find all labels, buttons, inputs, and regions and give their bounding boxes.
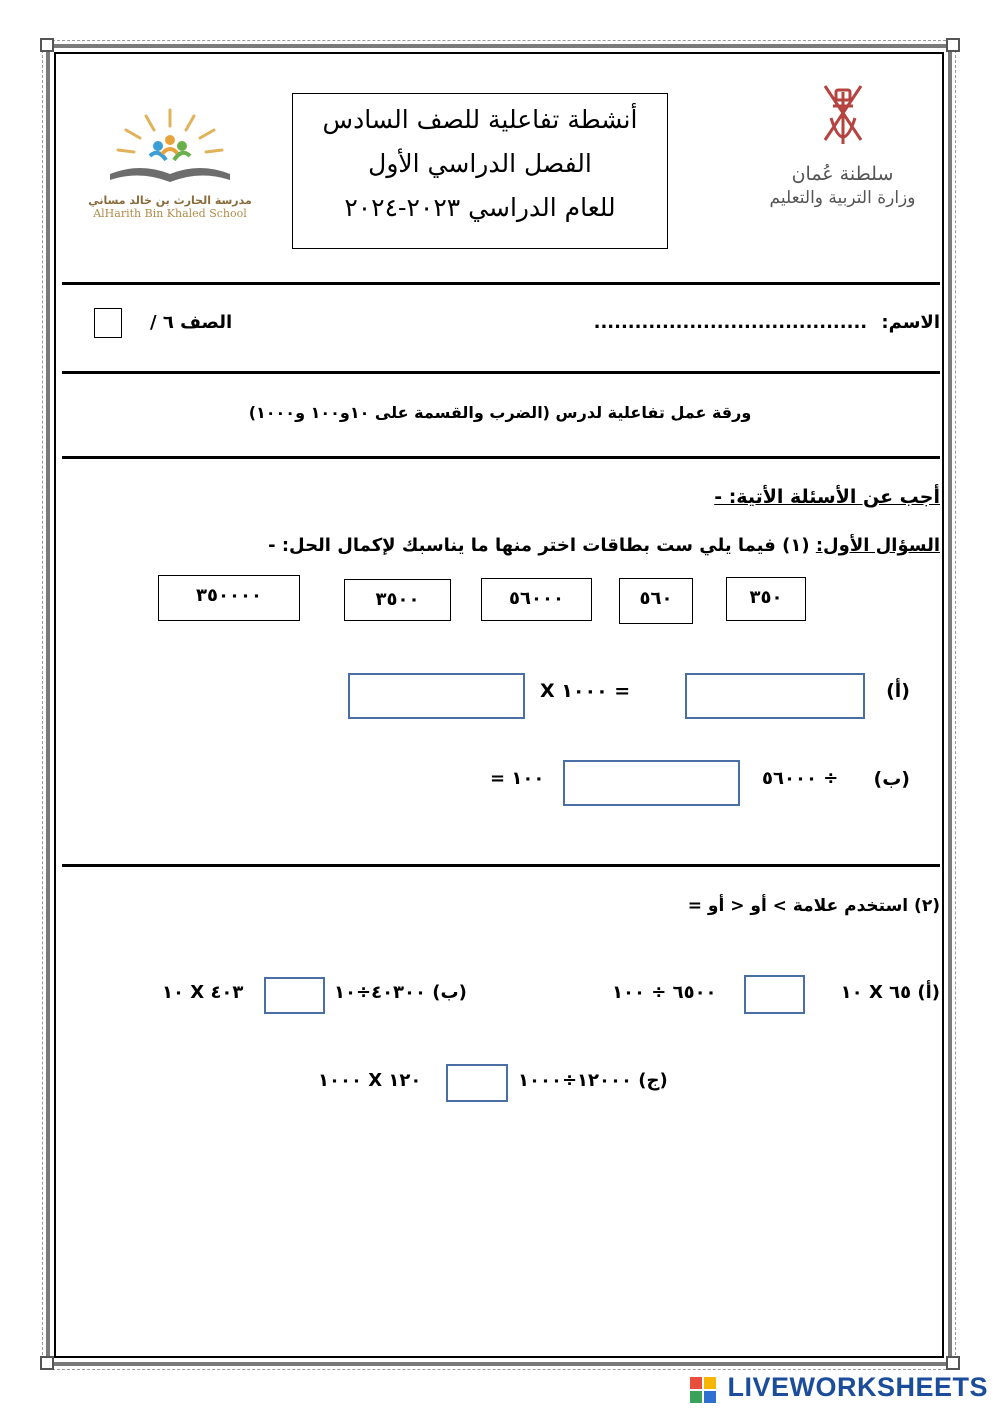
answer-card[interactable]: ٣٥٠٠٠٠ xyxy=(158,575,300,621)
worksheet-title: ورقة عمل تفاعلية لدرس (الضرب والقسمة على ١٠و١٠٠ و١٠٠٠) xyxy=(248,403,752,422)
q1-heading xyxy=(268,535,940,556)
liveworksheets-brand: LIVEWORKSHEETS xyxy=(727,1372,988,1402)
oman-emblem-icon xyxy=(803,78,883,158)
answer-card[interactable]: ٥٦٠٠٠ xyxy=(481,578,592,621)
q2-b-left: ٤٠٣٠٠÷١٠ xyxy=(334,982,427,1003)
q1-b-answer-box[interactable] xyxy=(563,760,740,806)
instructions: أجب عن الأسئلة الأتية: - xyxy=(714,486,940,508)
ministry-line-2: وزارة التربية والتعليم xyxy=(769,188,916,208)
q2-b-label: (ب) xyxy=(432,982,467,1003)
q1-b-expression: ÷ ٥٦٠٠٠ xyxy=(762,768,839,789)
q2-c-label: (ج) xyxy=(638,1070,668,1091)
q1-b-result: ١٠٠ = xyxy=(490,768,545,789)
q2-a-left-expression xyxy=(841,982,940,1003)
ministry-logo xyxy=(760,78,925,238)
divider xyxy=(62,282,940,285)
q2-a-compare-box[interactable] xyxy=(744,975,805,1014)
school-name-ar: مدرسة الحارث بن خالد مساني xyxy=(88,194,252,207)
school-logo-icon xyxy=(80,100,260,190)
grade-section-input[interactable] xyxy=(94,308,122,338)
q2-c-compare-box[interactable] xyxy=(446,1064,508,1102)
corner-ornament xyxy=(946,38,960,52)
corner-ornament xyxy=(40,38,54,52)
name-field[interactable]: ........................................ xyxy=(593,312,868,333)
q1-text: (١) فيما يلي ست بطاقات اختر منها ما يناسبك لإكمال الحل: - xyxy=(268,535,810,556)
corner-ornament xyxy=(946,1356,960,1370)
name-label: الاسم: xyxy=(881,312,940,333)
q2-a-left: ٦٥ X ١٠ xyxy=(840,982,912,1003)
corner-ornament xyxy=(40,1356,54,1370)
q1-label: السؤال الأول: xyxy=(815,535,940,556)
q1-a-answer-box-1[interactable] xyxy=(685,673,865,719)
q1-a-expression: = ١٠٠٠ X xyxy=(540,680,631,702)
q2-b-right: ٤٠٣ X ١٠ xyxy=(162,982,244,1003)
q2-c-left-expression xyxy=(518,1070,668,1091)
q1-a-answer-box-2[interactable] xyxy=(348,673,525,719)
q2-b-left-expression xyxy=(334,982,467,1003)
answer-card[interactable]: ٥٦٠ xyxy=(619,578,693,624)
grade-label: الصف ٦ / xyxy=(150,312,233,333)
title-line-3: للعام الدراسي ٢٠٢٣-٢٠٢٤ xyxy=(344,193,616,222)
liveworksheets-logo-icon xyxy=(690,1377,716,1403)
divider xyxy=(62,371,940,374)
q2-heading: (٢) استخدم علامة > أو < أو = xyxy=(687,896,940,916)
school-logo xyxy=(80,100,260,220)
q2-b-compare-box[interactable] xyxy=(264,977,325,1014)
ministry-line-1: سلطنة عُمان xyxy=(791,163,894,185)
answer-card[interactable]: ٣٥٠ xyxy=(726,577,806,621)
q1-a-label: (أ) xyxy=(886,680,910,702)
divider xyxy=(62,864,940,867)
q2-c-left: ١٢٠٠٠÷١٠٠٠ xyxy=(518,1070,632,1091)
name-row xyxy=(594,312,940,333)
q2-c-right: ١٢٠ X ١٠٠٠ xyxy=(318,1070,422,1091)
answer-card[interactable]: ٣٥٠٠ xyxy=(344,579,451,621)
school-name-en: AlHarith Bin Khaled School xyxy=(93,207,247,220)
q2-a-label: (أ) xyxy=(917,982,940,1003)
q1-b-label: (ب) xyxy=(873,768,910,790)
divider xyxy=(62,456,940,459)
title-line-2: الفصل الدراسي الأول xyxy=(368,149,592,178)
title-box xyxy=(292,93,668,249)
title-line-1: أنشطة تفاعلية للصف السادس xyxy=(322,105,638,134)
q2-a-right: ٦٥٠٠ ÷ ١٠٠ xyxy=(612,982,717,1003)
